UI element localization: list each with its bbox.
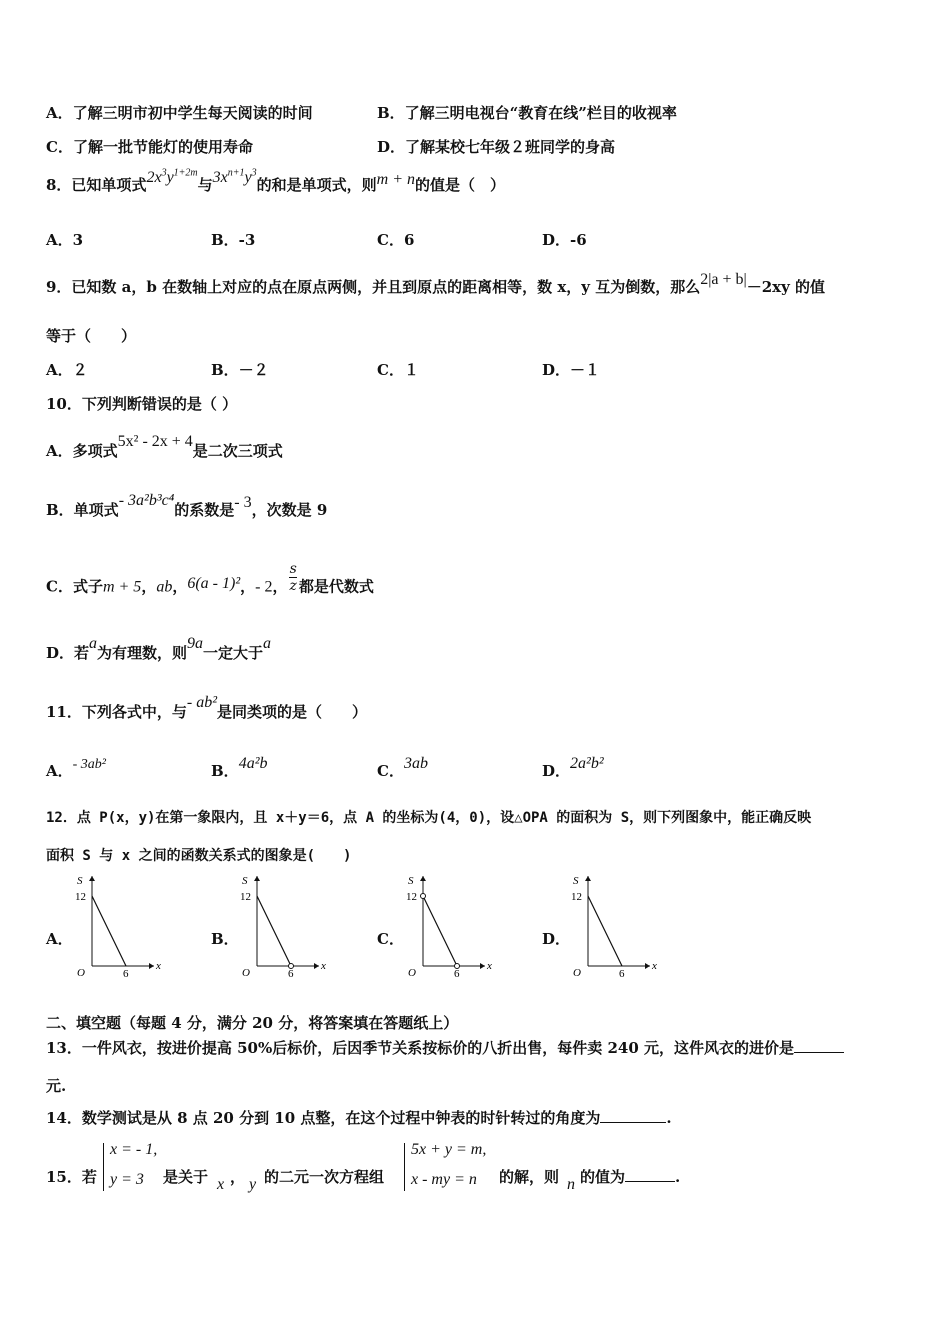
q15-system2-line2: x - my = n (411, 1171, 477, 1188)
q15-var-y: y (249, 1176, 257, 1193)
q12-stem-line1: 12．点 P(x，y)在第一象限内，且 x＋y＝6，点 A 的坐标为(4，0)，设△OPA 的面积为 S，则下列图象中，能正确反映 (46, 810, 812, 826)
q15-system1-brace (103, 1143, 104, 1191)
q7-option-b: B．了解三明电视台“教育在线”栏目的收视率 (377, 104, 677, 122)
x-tick-label: 6 (454, 968, 460, 980)
y-tick-label: 12 (75, 891, 86, 903)
q15-mid1: 是关于 (163, 1168, 209, 1186)
q11-stem: 11．下列各式中，与- ab²是同类项的是（ ） (46, 694, 368, 721)
q14-answer-blank[interactable] (600, 1122, 666, 1123)
y-axis-arrow (585, 876, 591, 881)
q12-graph-a (70, 870, 160, 982)
q15-var-x: x (217, 1176, 225, 1193)
x-axis-label: x (487, 960, 492, 972)
function-line (588, 896, 622, 966)
q8-option-b: B．-3 (211, 231, 256, 249)
x-axis-arrow (645, 963, 650, 969)
open-endpoint-end (289, 964, 294, 969)
q10-title: 10．下列判断错误的是（ ） (46, 395, 238, 413)
origin-label: O (573, 967, 581, 979)
q15-var-n: n (567, 1176, 575, 1193)
q12-label-a: A． (46, 930, 73, 948)
y-tick-label: 12 (240, 891, 251, 903)
function-line (257, 896, 291, 966)
q10-option-d: D．若a为有理数，则9a一定大于a (46, 635, 272, 662)
q13-stem-line1: 13．一件风衣，按进价提高 50%后标价，后因季节关系按标价的八折出售，每件卖 240 元，这件风衣的进价是 (46, 1037, 844, 1058)
q12-graph-d (566, 870, 656, 982)
section-2-title: 二、填空题（每题 4 分，满分 20 分，将答案填在答题纸上） (46, 1014, 459, 1032)
x-axis-arrow (480, 963, 485, 969)
q15-system1-line2: y = 3 (110, 1171, 144, 1188)
y-axis-arrow (420, 876, 426, 881)
q15-sep: ， (230, 1168, 246, 1186)
q11-option-c: C．3ab (377, 755, 428, 780)
q12-label-c: C． (377, 930, 404, 948)
q7-option-d: D．了解某校七年级２班同学的身高 (377, 138, 616, 156)
x-axis-arrow (314, 963, 319, 969)
q15-system2-brace (404, 1143, 405, 1191)
x-tick-label: 6 (619, 968, 625, 980)
q11-option-d: D．2a²b² (542, 755, 604, 780)
x-tick-label: 6 (288, 968, 294, 980)
q10-option-b: B．单项式- 3a²b³c⁴的系数是- 3，次数是 9 (46, 492, 328, 519)
q12-stem-line2: 面积 S 与 x 之间的函数关系式的图象是( ) (46, 848, 352, 864)
q9-option-d: D．－１ (542, 361, 601, 379)
q13-stem-line2: 元. (46, 1077, 67, 1095)
y-axis-label: S (573, 875, 579, 887)
q8-stem: 8．已知单项式$2x^3y^{1+2m}$与$3x^{n+1}y^3$的和是单项式，则m + n的值是（ ） (46, 167, 506, 194)
y-axis-label: S (242, 875, 248, 887)
open-endpoint-start (421, 894, 426, 899)
q15-mid2: 的二元一次方程组 (264, 1168, 385, 1186)
q12-label-d: D． (542, 930, 571, 948)
q14-stem: 14．数学测试是从 8 点 20 分到 10 点整，在这个过程中钟表的时针转过的角度为 . (46, 1109, 672, 1127)
function-line (423, 896, 457, 966)
origin-label: O (77, 967, 85, 979)
q15-answer-blank[interactable] (625, 1181, 675, 1182)
x-axis-label: x (652, 960, 657, 972)
y-axis-label: S (77, 875, 83, 887)
origin-label: O (242, 967, 250, 979)
q8-option-d: D．-6 (542, 231, 587, 249)
q9-option-c: C．１ (377, 361, 419, 379)
q15-system1-line1: x = - 1, (110, 1141, 158, 1158)
function-line (92, 896, 126, 966)
q15-label: 15．若 (46, 1168, 97, 1186)
open-endpoint-end (455, 964, 460, 969)
q9-stem-line2: 等于（ ） (46, 327, 137, 345)
q9-option-b: B．－２ (211, 361, 269, 379)
q15-system2-line1: 5x + y = m, (411, 1141, 487, 1158)
q12-graph-c (401, 870, 491, 982)
q9-option-a: A．２ (46, 361, 88, 379)
y-axis-arrow (89, 876, 95, 881)
q11-option-a: A．- 3ab² (46, 757, 106, 780)
y-axis-arrow (254, 876, 260, 881)
q15-post: 的值为 . (580, 1168, 681, 1186)
origin-label: O (408, 967, 416, 979)
q12-label-b: B． (211, 930, 239, 948)
q10-option-a: A．多项式5x² - 2x + 4是二次三项式 (46, 433, 283, 460)
q7-option-a: A．了解三明市初中学生每天阅读的时间 (46, 104, 313, 122)
q10-option-c: C．式子m + 5，ab，6(a - 1)²，- 2， $\frac{s}{z}$ 都是代数式 (46, 561, 374, 596)
q9-stem: 9．已知数 a，b 在数轴上对应的点在原点两侧，并且到原点的距离相等，数 x，y 互为倒数，那么2|a + b|－2xy 的值 (46, 271, 826, 296)
q13-answer-blank[interactable] (794, 1052, 844, 1053)
y-tick-label: 12 (406, 891, 417, 903)
q8-option-c: C．6 (377, 231, 415, 249)
q11-option-b: B．4a²b (211, 755, 268, 780)
q8-option-a: A．3 (46, 231, 84, 249)
q15-mid3: 的解，则 (499, 1168, 560, 1186)
x-axis-label: x (321, 960, 326, 972)
y-axis-label: S (408, 875, 414, 887)
x-axis-arrow (149, 963, 154, 969)
x-tick-label: 6 (123, 968, 129, 980)
x-axis-label: x (156, 960, 161, 972)
q12-graph-b (235, 870, 325, 982)
q7-option-c: C．了解一批节能灯的使用寿命 (46, 138, 253, 156)
y-tick-label: 12 (571, 891, 582, 903)
